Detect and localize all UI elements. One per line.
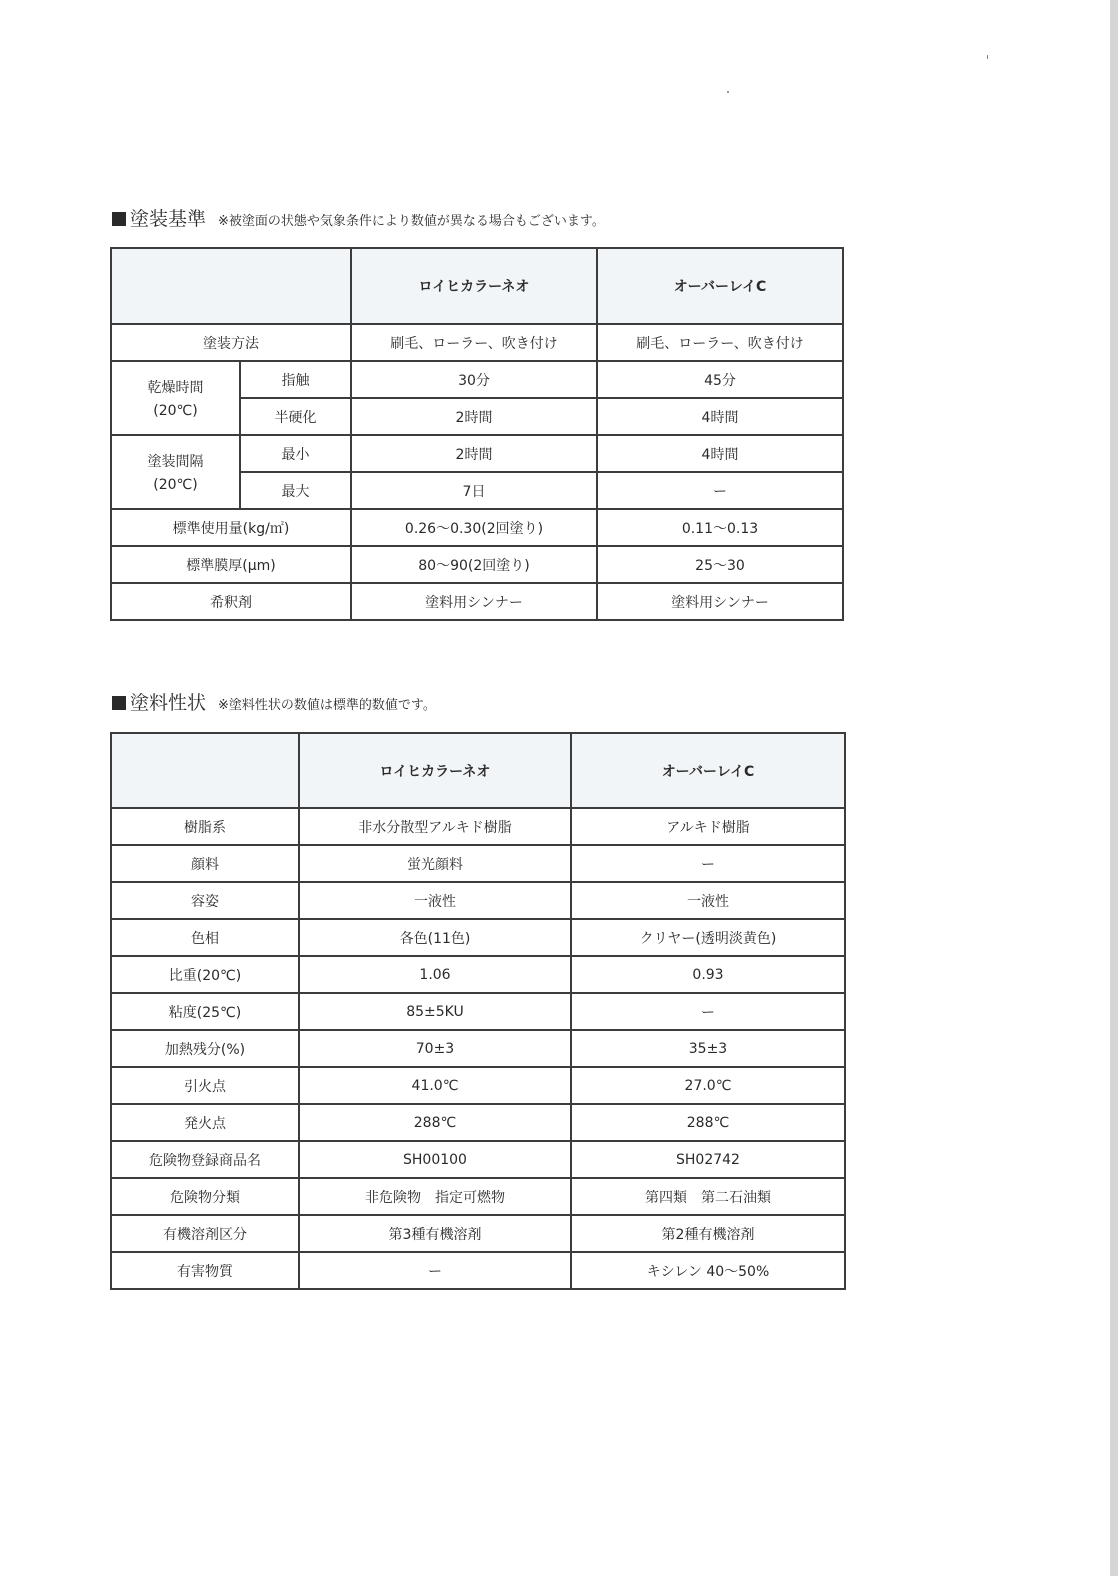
sub-label: 半硬化	[240, 398, 351, 435]
table-row	[111, 808, 845, 845]
value-overlay: キシレン 40〜50%	[571, 1252, 845, 1289]
value-overlay: 288℃	[571, 1104, 845, 1141]
table-row	[111, 546, 843, 583]
sub-label: 指触	[240, 361, 351, 398]
group-label: 乾燥時間	[147, 380, 204, 396]
black-square-icon	[112, 212, 126, 226]
scan-speck	[987, 55, 988, 59]
header-blank-cell	[111, 733, 299, 808]
header-blank-cell	[111, 248, 351, 324]
value-neo: 1.06	[299, 956, 571, 993]
table-row	[111, 845, 845, 882]
table-row	[111, 1104, 845, 1141]
value-overlay: 4時間	[597, 435, 843, 472]
value-neo: 2時間	[351, 398, 597, 435]
value-overlay: 第2種有機溶剤	[571, 1215, 845, 1252]
table-row	[111, 1030, 845, 1067]
group-label-drying	[111, 361, 240, 435]
coating-standard-table	[110, 247, 844, 621]
value-neo: SH00100	[299, 1141, 571, 1178]
header-neo: ロイヒカラーネオ	[299, 733, 571, 808]
value-overlay: SH02742	[571, 1141, 845, 1178]
row-label: 有機溶剤区分	[111, 1215, 299, 1252]
table-row	[111, 956, 845, 993]
value-overlay: 一液性	[571, 882, 845, 919]
value-neo: 0.26〜0.30(2回塗り)	[351, 509, 597, 546]
row-label: 容姿	[111, 882, 299, 919]
row-label: 樹脂系	[111, 808, 299, 845]
value-neo: 70±3	[299, 1030, 571, 1067]
value-overlay: 0.93	[571, 956, 845, 993]
row-label: 顔料	[111, 845, 299, 882]
table-row	[111, 1067, 845, 1104]
value-neo: 85±5KU	[299, 993, 571, 1030]
table-header-row	[111, 733, 845, 808]
black-square-icon	[112, 696, 126, 710]
value-neo: 非危険物 指定可燃物	[299, 1178, 571, 1215]
value-overlay: クリヤー(透明淡黄色)	[571, 919, 845, 956]
group-label-interval	[111, 435, 240, 509]
row-label: 標準使用量(kg/㎡)	[111, 509, 351, 546]
value-neo: 第3種有機溶剤	[299, 1215, 571, 1252]
table-row	[111, 1215, 845, 1252]
value-neo: 288℃	[299, 1104, 571, 1141]
section-title: 塗料性状	[130, 692, 207, 714]
row-label: 希釈剤	[111, 583, 351, 620]
header-overlay: オーバーレイC	[571, 733, 845, 808]
header-neo: ロイヒカラーネオ	[351, 248, 597, 324]
row-label: 塗装方法	[111, 324, 351, 361]
value-neo: 刷毛、ローラー、吹き付け	[351, 324, 597, 361]
value-overlay: 45分	[597, 361, 843, 398]
table-row	[111, 361, 843, 398]
table-row	[111, 1141, 845, 1178]
value-overlay: 塗料用シンナー	[597, 583, 843, 620]
group-label: 塗装間隔	[147, 454, 204, 470]
table-row	[111, 509, 843, 546]
section-heading-coating-standard	[112, 204, 605, 231]
table-row	[111, 583, 843, 620]
value-overlay: ー	[597, 472, 843, 509]
value-overlay: 4時間	[597, 398, 843, 435]
value-neo: 非水分散型アルキド樹脂	[299, 808, 571, 845]
row-label: 色相	[111, 919, 299, 956]
row-label: 粘度(25℃)	[111, 993, 299, 1030]
section-note: ※塗料性状の数値は標準的数値です。	[218, 698, 436, 713]
table-row	[111, 324, 843, 361]
row-label: 危険物登録商品名	[111, 1141, 299, 1178]
value-neo: 各色(11色)	[299, 919, 571, 956]
row-label: 引火点	[111, 1067, 299, 1104]
table-row	[111, 435, 843, 472]
table-row	[111, 919, 845, 956]
value-overlay: 第四類 第二石油類	[571, 1178, 845, 1215]
table-header-row	[111, 248, 843, 324]
row-label: 発火点	[111, 1104, 299, 1141]
value-neo: ー	[299, 1252, 571, 1289]
row-label: 比重(20℃)	[111, 956, 299, 993]
sub-label: 最小	[240, 435, 351, 472]
row-label: 標準膜厚(μm)	[111, 546, 351, 583]
group-sublabel: (20℃)	[153, 403, 198, 419]
value-overlay: 25〜30	[597, 546, 843, 583]
value-neo: 2時間	[351, 435, 597, 472]
section-title: 塗装基準	[130, 208, 207, 230]
value-overlay: 35±3	[571, 1030, 845, 1067]
paint-properties-table	[110, 732, 846, 1290]
header-overlay: オーバーレイC	[597, 248, 843, 324]
value-neo: 80〜90(2回塗り)	[351, 546, 597, 583]
scan-speck	[727, 91, 729, 93]
value-overlay: アルキド樹脂	[571, 808, 845, 845]
table-row	[111, 1252, 845, 1289]
value-neo: 30分	[351, 361, 597, 398]
section-heading-paint-properties	[112, 688, 436, 715]
value-neo: 41.0℃	[299, 1067, 571, 1104]
table-row	[111, 1178, 845, 1215]
value-overlay: ー	[571, 845, 845, 882]
row-label: 有害物質	[111, 1252, 299, 1289]
table-row	[111, 993, 845, 1030]
sub-label: 最大	[240, 472, 351, 509]
value-neo: 7日	[351, 472, 597, 509]
value-overlay: ー	[571, 993, 845, 1030]
value-neo: 塗料用シンナー	[351, 583, 597, 620]
value-neo: 蛍光顔料	[299, 845, 571, 882]
table-row	[111, 882, 845, 919]
value-overlay: 27.0℃	[571, 1067, 845, 1104]
section-note: ※被塗面の状態や気象条件により数値が異なる場合もございます。	[218, 214, 605, 229]
row-label: 加熱残分(%)	[111, 1030, 299, 1067]
value-overlay: 刷毛、ローラー、吹き付け	[597, 324, 843, 361]
row-label: 危険物分類	[111, 1178, 299, 1215]
value-overlay: 0.11〜0.13	[597, 509, 843, 546]
group-sublabel: (20℃)	[153, 477, 198, 493]
value-neo: 一液性	[299, 882, 571, 919]
